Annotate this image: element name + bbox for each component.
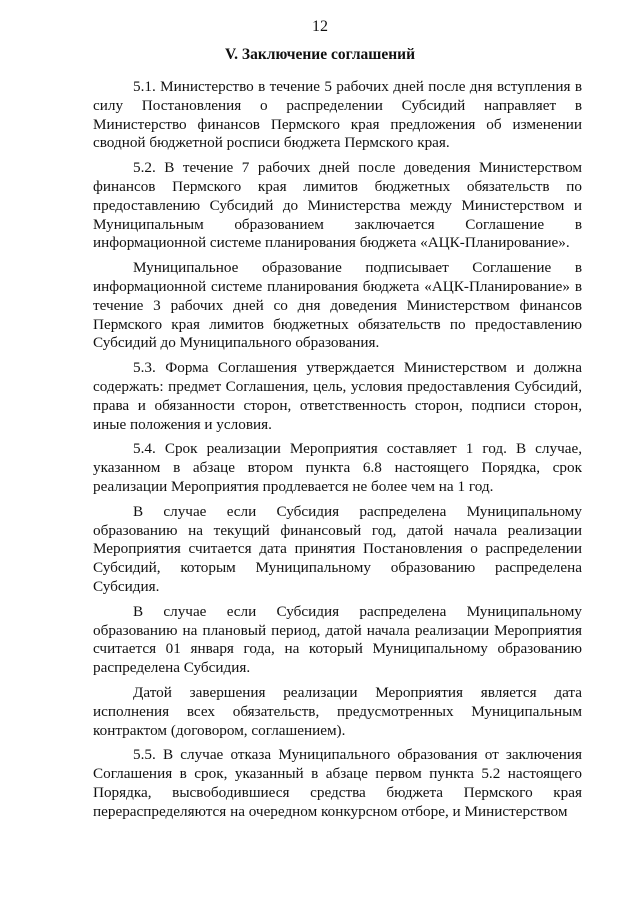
section-title: V. Заключение соглашений <box>224 46 416 63</box>
paragraph-5-4-planned-period: В случае если Субсидия распределена Муниципальному образованию на плановый период, датой начала реализации Мероприятия считается 01 января года, на который Муниципальному образованию распределена Субсидия. <box>93 602 582 677</box>
paragraph-5-1: 5.1. Министерство в течение 5 рабочих дней после дня вступления в силу Постановления о распределении Субсидий направляет в Министерство финансов Пермского края предложения об изменении сводной бюджетной росписи бюджета Пермского края. <box>93 78 582 152</box>
paragraph-5-2: 5.2. В течение 7 рабочих дней после доведения Министерством финансов Пермского края лимитов бюджетных обязательств по предоставлению Субсидий до Министерства между Министерством и Муниципальным образованием заключается Соглашение в информационной системе планирования бюджета «АЦК-Планирование». <box>93 159 582 252</box>
paragraph-5-4-completion: Датой завершения реализации Мероприятия является дата исполнения всех обязательств, предусмотренных Муниципальным контрактом (договором, соглашением). <box>93 683 582 739</box>
paragraph-5-4: 5.4. Срок реализации Мероприятия составляет 1 год. В случае, указанном в абзаце втором пункта 6.8 настоящего Порядка, срок реализации Мероприятия продлевается не более чем на 1 год. <box>93 440 582 495</box>
paragraph-5-4-current-year: В случае если Субсидия распределена Муниципальному образованию на текущий финансовый год, датой начала реализации Мероприятия считается дата принятия Постановления о распределении Субсидий, которым Муниципальному образованию распределена Субсидия. <box>93 502 582 595</box>
page-number: 12 <box>312 18 328 35</box>
paragraph-5-3: 5.3. Форма Соглашения утверждается Министерством и должна содержать: предмет Соглашения, цель, условия предоставления Субсидий, права и обязанности сторон, ответственность сторон, подписи сторон, иные положения и условия. <box>93 359 582 433</box>
paragraph-5-2-signing: Муниципальное образование подписывает Соглашение в информационной системе планирования бюджета «АЦК-Планирование» в течение 3 рабочих дней со дня доведения Министерством финансов Пермского края лимитов бюджетных обязательств по предоставлению Субсидий до Муниципального образования. <box>93 259 582 352</box>
document-body <box>93 78 582 827</box>
paragraph-5-5: 5.5. В случае отказа Муниципального образования от заключения Соглашения в срок, указанный в абзаце первом пункта 5.2 настоящего Порядка, высвободившиеся средства бюджета Пермского края перераспределяются на очередном конкурсном отборе, и Министерством <box>93 746 582 820</box>
